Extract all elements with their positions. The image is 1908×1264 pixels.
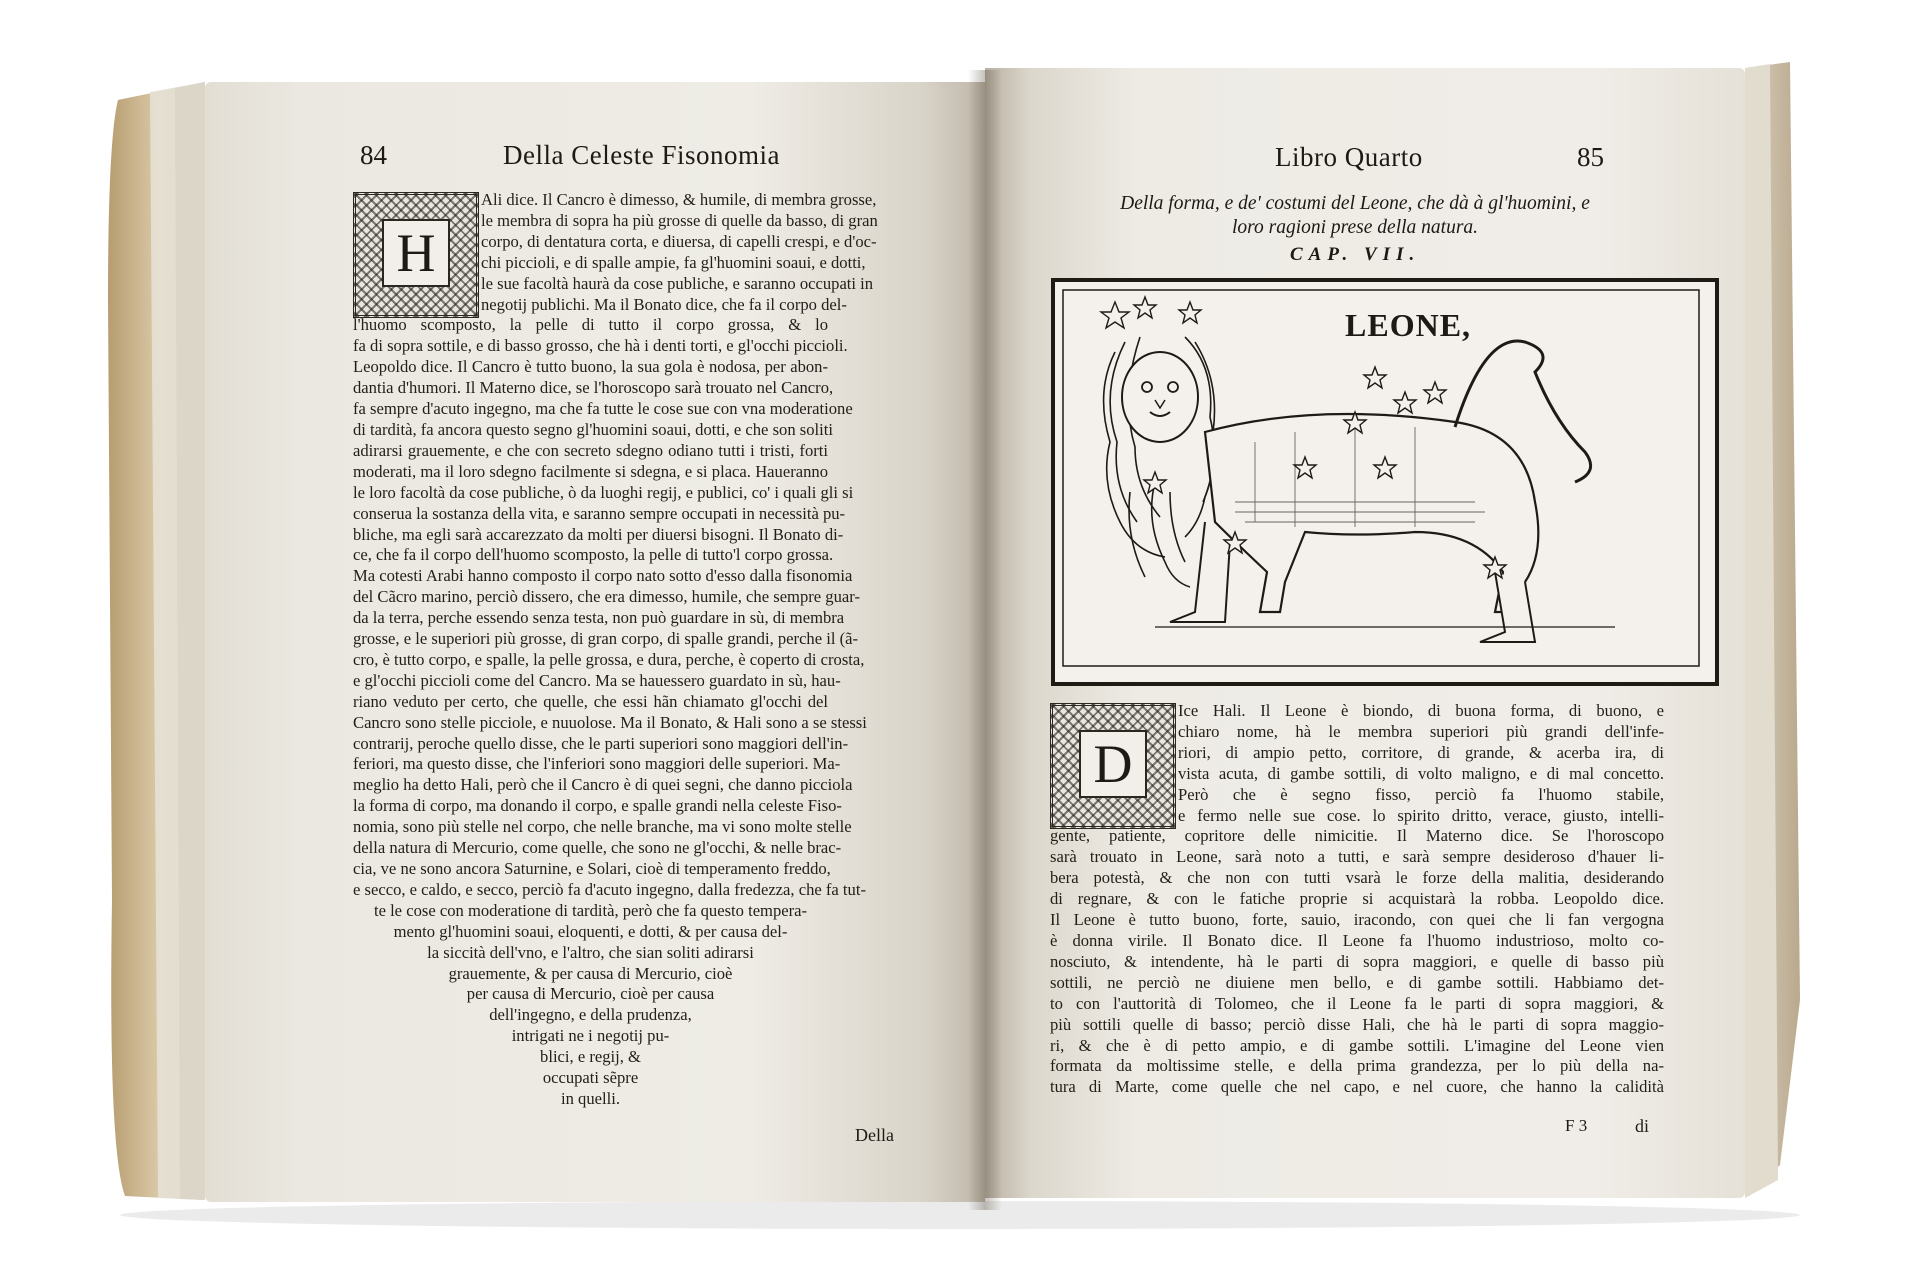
text-line: negotij publichi. Ma il Bonato dice, che fa il corpo del- xyxy=(481,294,847,314)
page-number: 85 xyxy=(1577,142,1604,172)
text-line: meglio ha detto Hali, però che il Cancro è di quei segni, che danno picciola xyxy=(353,775,853,795)
book-gutter xyxy=(968,70,1002,1210)
text-line: grauemente, & per causa di Mercurio, cioè xyxy=(448,963,733,983)
text-line: moderati, ma il loro sdegno facilmente si sdegna, e si placa. Haueranno xyxy=(353,461,828,481)
text-line: grosse, e le superiori più grosse, di gran corpo, di spalle grandi, perche il (ã- xyxy=(353,629,859,649)
text-line: per causa di Mercurio, cioè per causa xyxy=(466,984,715,1004)
text-line: e secco, e caldo, e secco, perciò fa d'acuto ingegno, dalla fredezza, che fa tut- xyxy=(353,879,866,899)
body-text xyxy=(1050,701,1664,1098)
catchword: di xyxy=(1635,1116,1650,1136)
text-line: ce, che fa il corpo dell'huomo scomposto, la pelle di tutto'l corpo grossa. xyxy=(353,545,834,565)
text-line: fa sempre d'acuto ingegno, ma che fa tutte le cose sue con vna moderatione xyxy=(353,399,853,419)
text-line: è donna virile. Il Bonato dice. Il Leone fa l'huomo industrioso, molto co- xyxy=(1050,930,1664,950)
text-line: nosciuto, & intendente, hà le parti di sopra maggiori, e quelle di basso più xyxy=(1050,951,1664,971)
text-line: dell'ingegno, e della prudenza, xyxy=(489,1005,692,1025)
text-line: nomia, sono più stelle nel corpo, che nelle branche, ma vi sono molte stelle xyxy=(353,817,852,837)
text-line: feriori, ma questo disse, che l'inferiori sono maggiori delle superiori. Ma- xyxy=(353,754,841,774)
chapter-number: CAP. VII. xyxy=(1290,244,1421,265)
text-line: Leopoldo dice. Il Cancro è tutto buono, la sua gola è nodosa, per abon- xyxy=(353,357,828,377)
chapter-title-line-1: Della forma, e de' costumi del Leone, che dà à gl'huomini, e xyxy=(1120,193,1590,214)
text-line: le loro facoltà da cose publiche, ò da luoghi regij, e publici, co' i quali gli si xyxy=(353,482,854,502)
text-line: te le cose con moderatione di tardità, però che fa questo tempera- xyxy=(373,900,808,920)
text-line: Ali dice. Il Cancro è dimesso, & humile, di membra grosse, xyxy=(481,190,877,209)
text-line: blici, e regij, & xyxy=(540,1047,641,1067)
text-line: cro, è tutto corpo, e spalle, la pelle grossa, e dura, perche, è coperto di crosta, xyxy=(353,649,865,669)
right-page xyxy=(985,68,1745,1198)
text-line: conserua la sostanza della vita, e saranno sempre occupati in necessità pu- xyxy=(353,503,846,523)
lion-woodcut xyxy=(1051,278,1719,686)
text-line: to con l'auttorità di Tolomeo, che il Leone fa le parti di sopra maggiori, & xyxy=(1050,993,1664,1013)
initial-letter: D xyxy=(1079,730,1147,798)
text-line: Però che è segno fisso, perciò fa l'huomo stabile, xyxy=(1178,784,1664,804)
text-line: sottili, ne perciò ne diuiene men bello, e di gambe sottili. Habbiamo det- xyxy=(1050,972,1664,992)
text-line: riano veduto per certo, che quelle, che essi hãn chiamato gl'occhi del xyxy=(353,691,828,711)
text-line: vista acuta, di gambe sottili, di volto maligno, e di mal concetto. xyxy=(1178,763,1664,783)
text-line: contrarij, peroche quello disse, che le parti superiori sono maggiori dell'in- xyxy=(353,733,849,753)
text-line: formata da moltissime stelle, e della prima grandezza, per lo più della na- xyxy=(1050,1056,1664,1076)
text-line: le membra di sopra ha più grosse di quelle da basso, di gran xyxy=(481,210,878,230)
text-line: del Cãcro marino, perciò dissero, che era dimesso, humile, che sempre guar- xyxy=(353,587,860,607)
text-line: bliche, ma egli sarà accarezzato da molti per diuersi bisogni. Il Bonato di- xyxy=(353,524,844,544)
text-line: in quelli. xyxy=(561,1088,620,1108)
text-line: della natura di Mercurio, come quelle, che sono ne gl'occhi, & nelle brac- xyxy=(353,838,842,858)
text-line: dantia d'humori. Il Materno dice, se l'horoscopo sarà trouato nel Cancro, xyxy=(353,378,834,398)
text-line: Ma cotesti Arabi hanno composto il corpo nato sotto d'esso dalla fisonomia xyxy=(353,566,853,586)
text-line: sarà trouato in Leone, sarà noto a tutti, e sarà sempre desideroso d'hauer li- xyxy=(1050,847,1664,867)
text-line: tura di Marte, come quelle che nel capo, e nel cuore, che hanno la calidità xyxy=(1050,1077,1664,1097)
text-line: da la terra, perche essendo senza testa, non può guardare in sù, di membra xyxy=(353,608,845,628)
running-head: Libro Quarto xyxy=(1275,142,1423,172)
text-line: fa di sopra sottile, e di basso grosso, che hà i denti torti, e gl'occhi piccioli. xyxy=(353,336,848,356)
signature-mark: F 3 xyxy=(1565,1116,1588,1135)
text-line: e fermo nelle sue cose. lo spirito dritto, verace, giusto, intelli- xyxy=(1178,805,1664,825)
text-line: la forma di corpo, ma donando il corpo, e spalle grandi nella celeste Fiso- xyxy=(353,796,842,816)
text-line: le sue facoltà haurà da cose publiche, e saranno occupati in xyxy=(481,273,874,293)
lion-illustration xyxy=(1055,282,1707,674)
running-head: Della Celeste Fisonomia xyxy=(503,140,780,170)
text-line: corpo, di dentatura corta, e diuersa, di capelli crespi, e d'oc- xyxy=(481,231,877,251)
text-line: e gl'occhi piccioli come del Cancro. Ma se hauessero guardato in sù, hau- xyxy=(353,670,841,690)
text-line: mento gl'huomini soaui, eloquenti, e dotti, & per causa del- xyxy=(393,921,788,941)
text-line: riori, di ampio petto, corritore, di grande, & acerba ira, di xyxy=(1178,742,1664,762)
text-line: di tardità, fa ancora questo segno gl'huomini soaui, dotti, e che son soliti xyxy=(353,419,833,439)
body-text xyxy=(353,190,878,1110)
text-line: chiaro nome, hà le membra superiori più grandi dell'infe- xyxy=(1178,721,1664,741)
text-line: la siccità dell'vno, e l'altro, che sian soliti adirarsi xyxy=(427,942,754,962)
chapter-title xyxy=(1055,192,1655,240)
chapter-title-line-2: loro ragioni prese della natura. xyxy=(1231,217,1479,238)
text-line: bera potestà, & che non con tutti vsarà le forze della malitia, desiderando xyxy=(1050,868,1664,888)
catchword: Della xyxy=(855,1125,894,1145)
text-line: gente, patiente, copritore delle nimicitie. Il Materno dice. Se l'horoscopo xyxy=(1050,826,1664,846)
text-line: Ice Hali. Il Leone è biondo, di buona forma, di buono, e xyxy=(1178,701,1664,720)
text-line: adirarsi grauemente, e che con secreto sdegno odiano tutti i tristi, forti xyxy=(353,440,828,460)
text-line: cia, ve ne sono ancora Saturnine, e Solari, cioè di temperamento freddo, xyxy=(353,859,831,878)
text-line: più sottili quelle di basso; perciò disse Hali, che hà le parti di sopra maggio- xyxy=(1050,1014,1664,1034)
left-page xyxy=(205,82,985,1202)
text-line: Il Leone è tutto buono, forte, sauio, iracondo, con quei che li fan vergogna xyxy=(1050,910,1664,930)
text-line: chi piccioli, e di spalle ampie, fa gl'huomini soaui, e dotti, xyxy=(481,252,866,272)
text-line: l'huomo scomposto, la pelle di tutto il corpo grossa, & lo xyxy=(353,315,828,335)
text-line: di regnare, & con le fatiche proprie si acquistarà la robba. Leopoldo dice. xyxy=(1050,889,1664,909)
woodcut-label: LEONE, xyxy=(1345,307,1472,343)
text-line: occupati sẽpre xyxy=(542,1068,639,1088)
initial-letter: H xyxy=(382,219,450,287)
text-line: ri, & che è di petto ampio, e di gambe sottili. L'imagine del Leone vien xyxy=(1050,1035,1664,1055)
page-number: 84 xyxy=(360,140,387,170)
text-line: Cancro sono stelle picciole, e nuuolose. Ma il Bonato, & Hali sono a se stessi xyxy=(353,712,867,732)
text-line: intrigati ne i negotij pu- xyxy=(511,1026,670,1046)
